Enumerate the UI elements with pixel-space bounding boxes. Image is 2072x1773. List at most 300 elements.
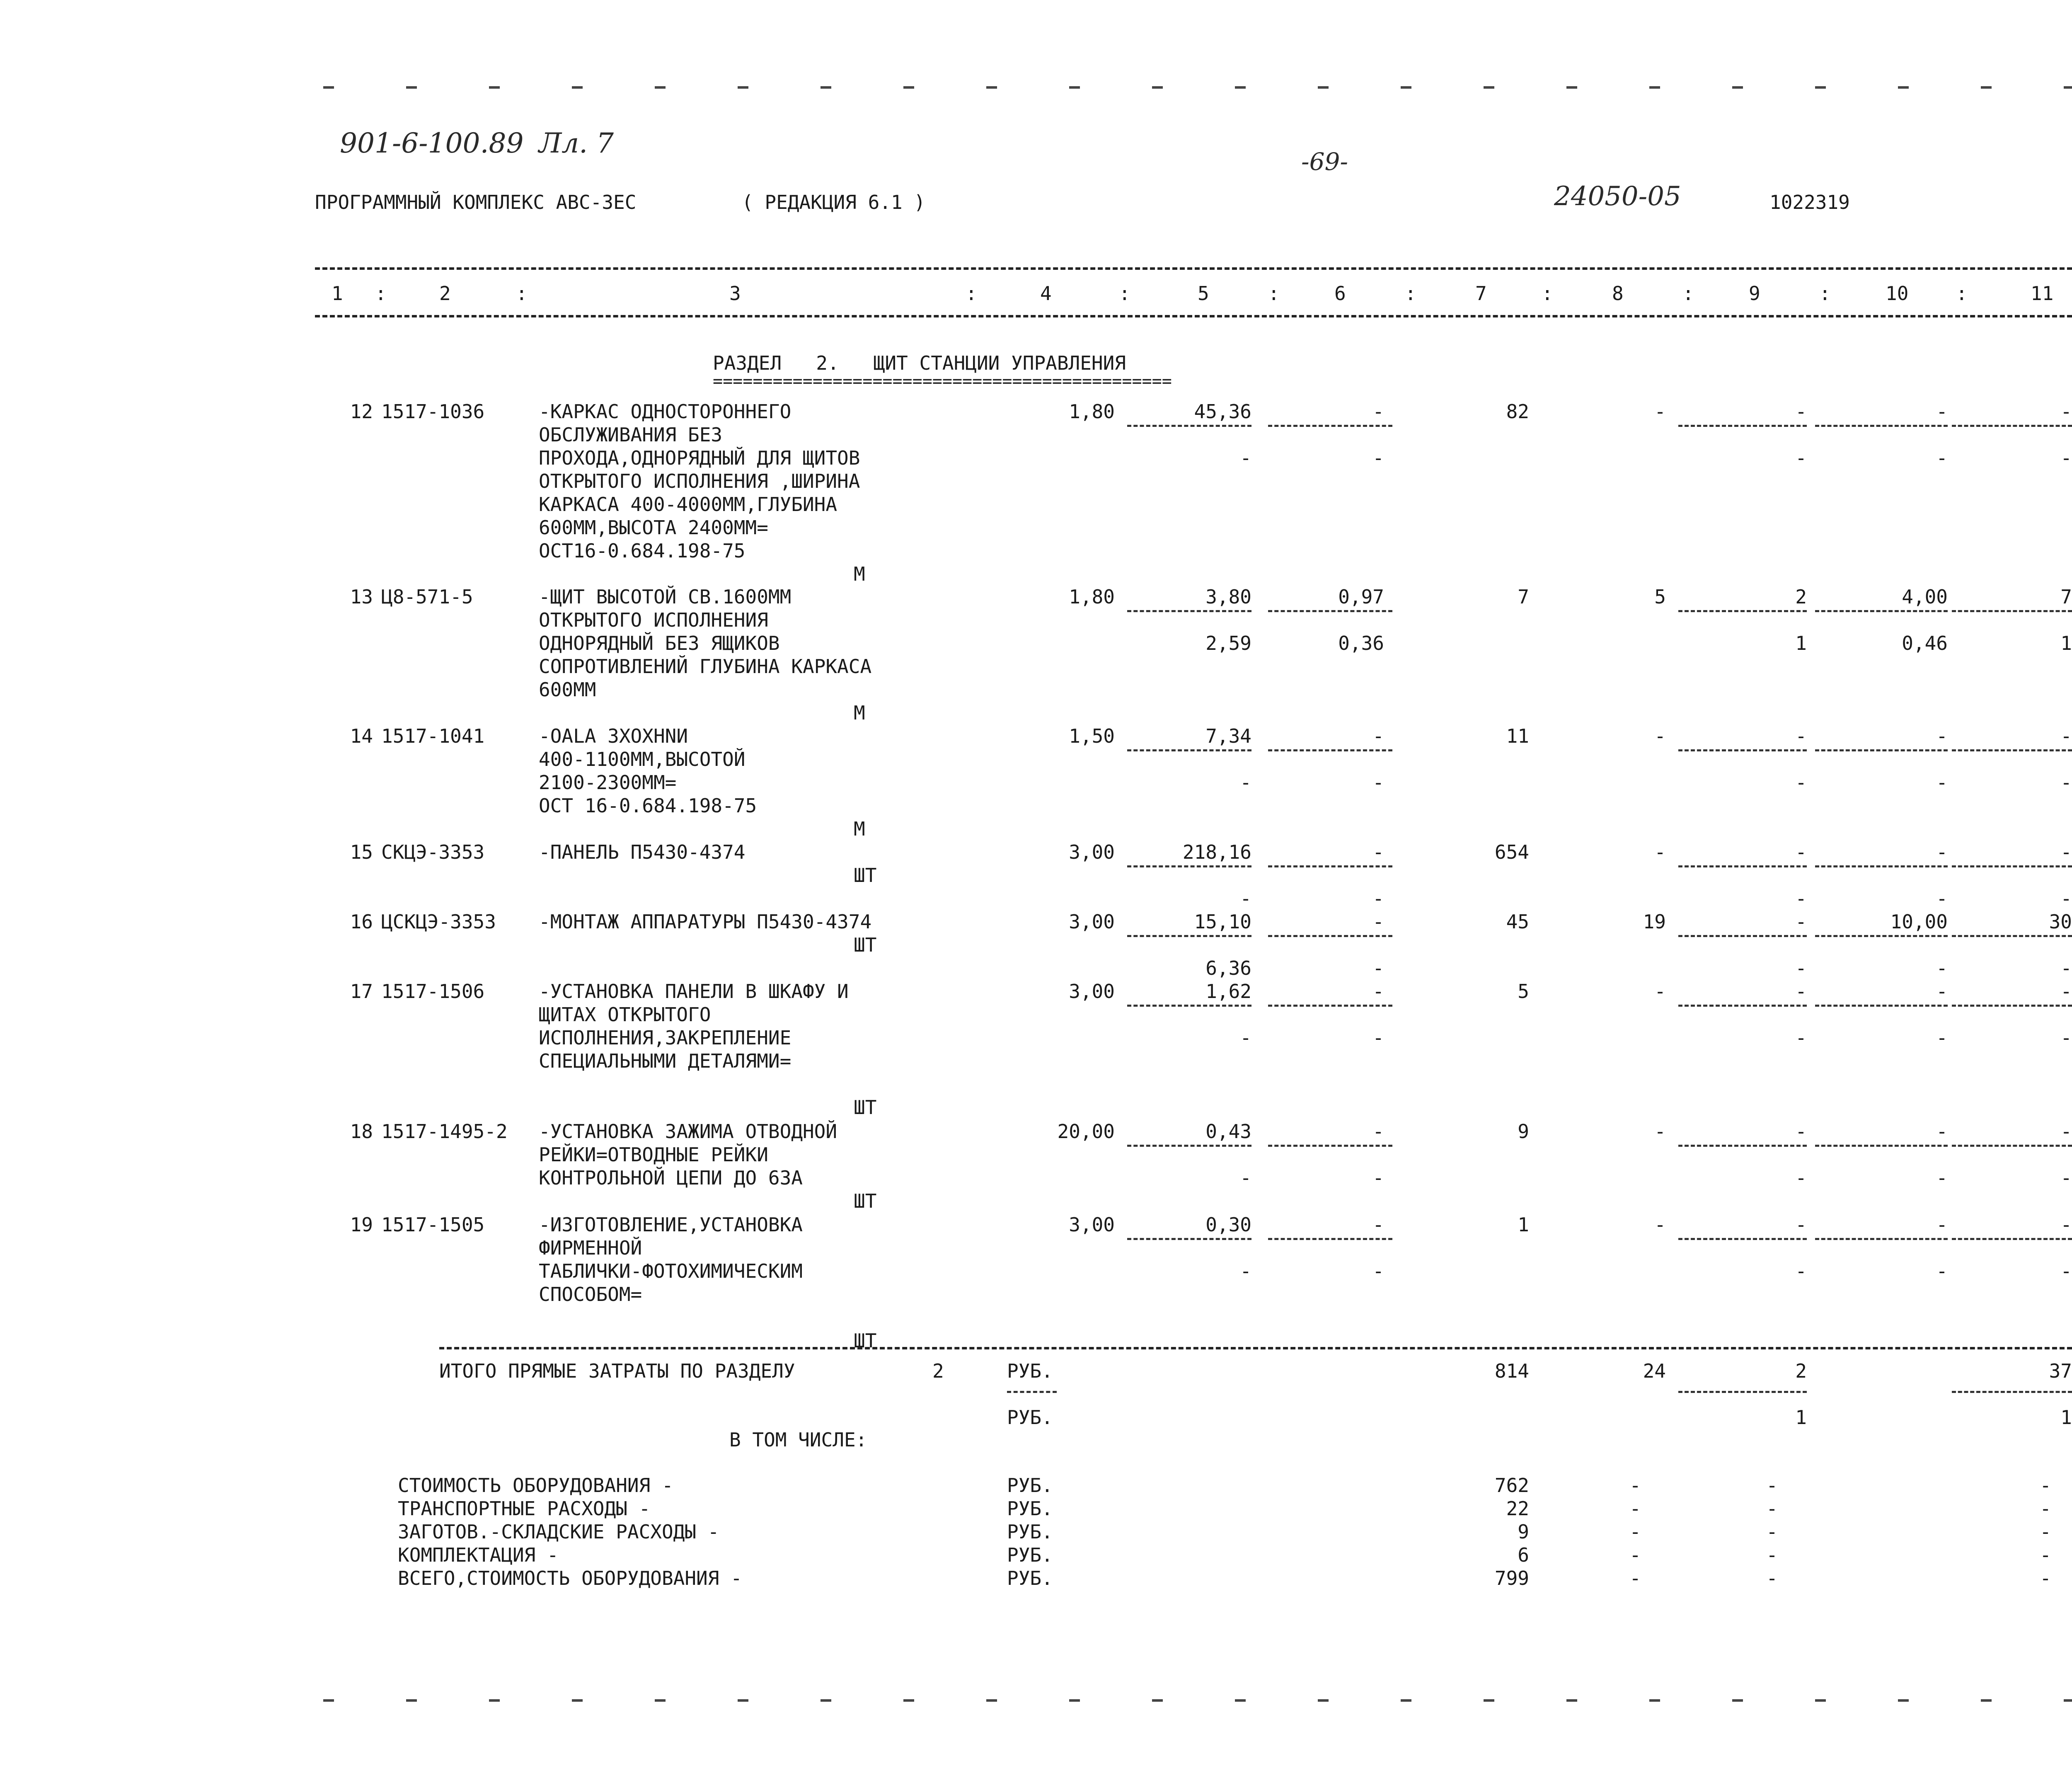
breakdown-col8: - [1629,1567,1641,1589]
column-separator: : [966,282,977,305]
row-col-9: 2 [1795,586,1807,608]
row-col-6-secondary: - [1372,447,1384,469]
row-subtotal-rule [1678,865,1807,867]
row-col-7: 45 [1506,911,1529,933]
row-subtotal-rule [1678,425,1807,427]
row-subtotal-rule [1952,1145,2072,1147]
breakdown-col7: 762 [1494,1474,1529,1497]
row-col-9-secondary: - [1795,957,1807,979]
breakdown-currency: РУБ. [1007,1474,1053,1497]
row-unit: ШТ [854,864,877,886]
row-description-line: ОСТ 16-0.684.198-75 [539,794,757,817]
row-col-8: - [1654,400,1666,423]
edge-tick [738,1699,748,1702]
edge-tick [572,1699,583,1702]
row-subtotal-rule [1127,610,1251,612]
row-quantity: 1,50 [1069,725,1115,747]
row-col-11: - [2060,1213,2072,1236]
breakdown-label: ТРАНСПОРТНЫЕ РАСХОДЫ - [398,1497,651,1520]
column-separator: : [1956,282,1968,305]
edge-tick [1815,86,1826,89]
totals-col9: 2 [1795,1360,1807,1382]
row-code: 1517-1505 [381,1213,485,1236]
edge-tick [1981,86,1992,89]
row-col-9-secondary: - [1795,447,1807,469]
row-description-line: ЩИТАХ ОТКРЫТОГО [539,1003,711,1026]
edge-tick [655,86,666,89]
row-col-11: - [2060,400,2072,423]
row-col-5: 15,10 [1194,911,1251,933]
row-col-5-secondary: 6,36 [1205,957,1251,979]
edge-tick [2064,86,2072,89]
edge-tick [821,86,831,89]
row-number: 12 [350,400,373,423]
totals-rule [439,1347,2072,1349]
row-col-11-secondary: - [2060,887,2072,910]
edge-tick [738,86,748,89]
row-col-11: - [2060,725,2072,747]
row-col-6: - [1372,400,1384,423]
column-header-10: 10 [1886,282,1909,305]
sheet-label: Лл. 7 [539,127,614,159]
row-col-10-secondary: - [1936,1027,1948,1049]
edge-tick [1318,86,1329,89]
row-subtotal-rule [1952,1238,2072,1240]
row-description-line: 400-1100ММ,ВЫСОТОЙ [539,748,746,770]
row-subtotal-rule [1678,1005,1807,1007]
breakdown-col9: - [1766,1474,1778,1497]
breakdown-col11: - [2040,1544,2051,1566]
row-col-6-secondary: - [1372,1027,1384,1049]
row-subtotal-rule [1678,749,1807,751]
breakdown-label: ВСЕГО,СТОИМОСТЬ ОБОРУДОВАНИЯ - [398,1567,742,1589]
row-subtotal-rule [1127,425,1251,427]
edge-tick [572,86,583,89]
row-number: 15 [350,841,373,863]
row-description-line: -ОАLА ЗХОХНNИ [539,725,688,747]
row-unit: М [854,818,865,840]
edge-tick [1566,86,1577,89]
edge-tick [406,86,417,89]
totals-col9-secondary: 1 [1795,1406,1807,1429]
column-separator: : [1268,282,1280,305]
edge-tick [1401,1699,1411,1702]
row-col-9: - [1795,400,1807,423]
row-subtotal-rule [1678,1145,1807,1147]
edge-tick [2064,1699,2072,1702]
breakdown-col7: 22 [1506,1497,1529,1520]
row-col-11-secondary: - [2060,1027,2072,1049]
row-col-6-secondary: - [1372,887,1384,910]
row-description-line: -ПАНЕЛЬ П5430-4374 [539,841,746,863]
row-col-5: 7,34 [1205,725,1251,747]
row-quantity: 1,80 [1069,586,1115,608]
row-col-9: - [1795,911,1807,933]
row-quantity: 3,00 [1069,980,1115,1003]
totals-currency-rule [1007,1391,1057,1393]
row-col-7: 82 [1506,400,1529,423]
row-col-10: 4,00 [1902,586,1948,608]
row-col-6-secondary: - [1372,771,1384,794]
column-separator: : [1819,282,1831,305]
row-col-10: - [1936,725,1948,747]
row-col-10-secondary: - [1936,1167,1948,1189]
program-title: ПРОГРАММНЫЙ КОМПЛЕКС АВС-3ЕС [315,191,637,213]
row-code: СКЦЭ-3353 [381,841,485,863]
row-col-9: - [1795,1120,1807,1143]
breakdown-col7: 6 [1518,1544,1529,1566]
row-subtotal-rule [1268,935,1392,937]
row-quantity: 3,00 [1069,841,1115,863]
row-col-6: 0,97 [1338,586,1384,608]
row-col-6: - [1372,841,1384,863]
row-subtotal-rule [1268,425,1392,427]
row-col-6-secondary: 0,36 [1338,632,1384,654]
row-number: 17 [350,980,373,1003]
row-col-11-secondary: - [2060,1167,2072,1189]
row-quantity: 20,00 [1057,1120,1115,1143]
row-code: 1517-1506 [381,980,485,1003]
row-subtotal-rule [1268,749,1392,751]
edge-tick [1815,1699,1826,1702]
edge-tick [1732,86,1743,89]
row-description-line: -ИЗГОТОВЛЕНИЕ,УСТАНОВКА [539,1213,803,1236]
row-subtotal-rule [1815,935,1948,937]
column-header-9: 9 [1749,282,1760,305]
row-col-8: - [1654,1213,1666,1236]
row-code: 1517-1041 [381,725,485,747]
edition-label: ( РЕДАКЦИЯ 6.1 ) [742,191,926,213]
totals-currency: РУБ. [1007,1360,1053,1382]
edge-tick [1484,86,1494,89]
row-col-5-secondary: - [1240,447,1251,469]
row-col-9-secondary: - [1795,771,1807,794]
column-separator: : [1119,282,1130,305]
row-col-9-secondary: - [1795,887,1807,910]
row-col-10: - [1936,980,1948,1003]
row-col-5-secondary: - [1240,771,1251,794]
row-unit: ШТ [854,1096,877,1119]
document-number: 1022319 [1769,191,1850,213]
row-unit: ШТ [854,1330,877,1352]
row-description-line: КАРКАСА 400-4000ММ,ГЛУБИНА [539,493,838,516]
header-rule-top [315,267,2072,270]
edge-tick [489,86,500,89]
row-description-line: СПЕЦИАЛЬНЫМИ ДЕТАЛЯМИ= [539,1050,792,1072]
breakdown-col9: - [1766,1521,1778,1543]
row-col-8: - [1654,841,1666,863]
row-description-line: СПОСОБОМ= [539,1283,642,1306]
column-header-6: 6 [1334,282,1346,305]
edge-tick [986,86,997,89]
row-col-10: - [1936,841,1948,863]
column-header-7: 7 [1475,282,1487,305]
row-unit: ШТ [854,1190,877,1212]
row-subtotal-rule [1127,749,1251,751]
row-description-line: КОНТРОЛЬНОЙ ЦЕПИ ДО 63А [539,1167,803,1189]
including-label: В ТОМ ЧИСЛЕ: [729,1429,867,1451]
row-col-6: - [1372,1120,1384,1143]
row-col-5: 0,30 [1205,1213,1251,1236]
breakdown-col8: - [1629,1497,1641,1520]
row-subtotal-rule [1952,425,2072,427]
column-header-4: 4 [1040,282,1052,305]
breakdown-col11: - [2040,1567,2051,1589]
row-subtotal-rule [1127,1238,1251,1240]
edge-tick [1069,86,1080,89]
row-subtotal-rule [1815,425,1948,427]
row-description-line: ОСТ16-0.684.198-75 [539,540,746,562]
edge-tick [1152,86,1163,89]
breakdown-currency: РУБ. [1007,1497,1053,1520]
totals-col9-rule [1678,1391,1807,1393]
breakdown-col11: - [2040,1474,2051,1497]
row-code: ЦСКЦЭ-3353 [381,911,496,933]
edge-tick [1649,86,1660,89]
row-description-line: ПРОХОДА,ОДНОРЯДНЫЙ ДЛЯ ЩИТОВ [539,447,860,469]
row-col-10-secondary: - [1936,1260,1948,1282]
row-col-6: - [1372,1213,1384,1236]
edge-tick [1649,1699,1660,1702]
row-subtotal-rule [1268,865,1392,867]
row-col-11: - [2060,980,2072,1003]
totals-currency-secondary: РУБ. [1007,1406,1053,1429]
breakdown-col9: - [1766,1567,1778,1589]
edge-tick [1981,1699,1992,1702]
row-description-line: ОБСЛУЖИВАНИЯ БЕЗ [539,424,723,446]
row-subtotal-rule [1815,749,1948,751]
row-col-11: 7 [2060,586,2072,608]
row-number: 14 [350,725,373,747]
row-col-11: - [2060,1120,2072,1143]
row-col-10: 10,00 [1890,911,1948,933]
column-header-1: 1 [332,282,343,305]
edge-tick [1069,1699,1080,1702]
column-separator: : [1405,282,1416,305]
row-col-7: 9 [1518,1120,1529,1143]
row-subtotal-rule [1268,610,1392,612]
row-col-9: - [1795,980,1807,1003]
row-col-9: - [1795,841,1807,863]
row-code: 1517-1495-2 [381,1120,508,1143]
breakdown-col9: - [1766,1497,1778,1520]
column-header-2: 2 [439,282,451,305]
breakdown-label: ЗАГОТОВ.-СКЛАДСКИЕ РАСХОДЫ - [398,1521,719,1543]
totals-col11: 37 [2049,1360,2072,1382]
page-number: -69- [1301,148,1348,176]
row-description-line: ФИРМЕННОЙ [539,1237,642,1259]
section-underline: ============================================== [713,372,1172,391]
totals-col11-secondary: 1 [2060,1406,2072,1429]
breakdown-col8: - [1629,1521,1641,1543]
row-col-10-secondary: - [1936,957,1948,979]
row-unit: ШТ [854,934,877,956]
totals-col7: 814 [1494,1360,1529,1382]
breakdown-currency: РУБ. [1007,1544,1053,1566]
column-header-8: 8 [1612,282,1624,305]
breakdown-col7: 9 [1518,1521,1529,1543]
row-col-11-secondary: - [2060,771,2072,794]
row-description-line: -УСТАНОВКА ЗАЖИМА ОТВОДНОЙ [539,1120,838,1143]
row-subtotal-rule [1815,865,1948,867]
row-subtotal-rule [1952,610,2072,612]
row-col-7: 5 [1518,980,1529,1003]
column-header-5: 5 [1198,282,1209,305]
breakdown-col8: - [1629,1474,1641,1497]
row-col-11-secondary: 1 [2060,632,2072,654]
row-col-5-secondary: - [1240,1027,1251,1049]
breakdown-currency: РУБ. [1007,1521,1053,1543]
breakdown-label: КОМПЛЕКТАЦИЯ - [398,1544,559,1566]
row-code: Ц8-571-5 [381,586,473,608]
totals-label: ИТОГО ПРЯМЫЕ ЗАТРАТЫ ПО РАЗДЕЛУ [439,1360,795,1382]
row-description-line: ОТКРЫТОГО ИСПОЛНЕНИЯ [539,609,768,631]
breakdown-col11: - [2040,1497,2051,1520]
row-col-10: - [1936,1213,1948,1236]
breakdown-currency: РУБ. [1007,1567,1053,1589]
estimate-code: 24050-05 [1554,181,1681,212]
edge-tick [1732,1699,1743,1702]
row-col-8: - [1654,725,1666,747]
row-subtotal-rule [1268,1005,1392,1007]
row-subtotal-rule [1268,1238,1392,1240]
breakdown-label: СТОИМОСТЬ ОБОРУДОВАНИЯ - [398,1474,673,1497]
breakdown-col9: - [1766,1544,1778,1566]
row-col-6-secondary: - [1372,1167,1384,1189]
breakdown-col11: - [2040,1521,2051,1543]
row-subtotal-rule [1952,865,2072,867]
row-col-5-secondary: - [1240,1260,1251,1282]
row-col-11-secondary: - [2060,1260,2072,1282]
row-col-8: - [1654,1120,1666,1143]
totals-section-number: 2 [932,1360,944,1382]
row-col-10-secondary: - [1936,887,1948,910]
row-col-9: - [1795,1213,1807,1236]
breakdown-col8: - [1629,1544,1641,1566]
row-description-line: ОТКРЫТОГО ИСПОЛНЕНИЯ ,ШИРИНА [539,470,860,492]
row-description-line: -ЩИТ ВЫСОТОЙ СВ.1600ММ [539,586,792,608]
edge-tick [323,86,334,89]
row-col-5: 1,62 [1205,980,1251,1003]
row-col-11-secondary: - [2060,447,2072,469]
row-description-line: 600ММ [539,678,596,701]
row-subtotal-rule [1678,610,1807,612]
row-col-7: 1 [1518,1213,1529,1236]
edge-tick [323,1699,334,1702]
row-subtotal-rule [1678,935,1807,937]
edge-tick [406,1699,417,1702]
row-col-5: 0,43 [1205,1120,1251,1143]
edge-tick [1235,1699,1246,1702]
row-col-8: - [1654,980,1666,1003]
edge-tick [655,1699,666,1702]
row-subtotal-rule [1127,1005,1251,1007]
row-description-line: 600ММ,ВЫСОТА 2400ММ= [539,516,768,539]
totals-col11-rule [1952,1391,2072,1393]
edge-tick [903,1699,914,1702]
row-col-11: 30 [2049,911,2072,933]
row-quantity: 3,00 [1069,911,1115,933]
row-col-5-secondary: - [1240,1167,1251,1189]
row-col-7: 7 [1518,586,1529,608]
row-col-10: - [1936,1120,1948,1143]
row-description-line: ТАБЛИЧКИ-ФОТОХИМИЧЕСКИМ [539,1260,803,1282]
row-number: 18 [350,1120,373,1143]
totals-col8: 24 [1643,1360,1666,1382]
row-col-7: 654 [1494,841,1529,863]
row-description-line: 2100-2300ММ= [539,771,677,794]
row-number: 19 [350,1213,373,1236]
column-header-3: 3 [729,282,741,305]
row-col-6: - [1372,911,1384,933]
row-col-5: 3,80 [1205,586,1251,608]
edge-tick [1152,1699,1163,1702]
row-subtotal-rule [1952,935,2072,937]
row-subtotal-rule [1268,1145,1392,1147]
row-col-5: 45,36 [1194,400,1251,423]
row-col-9-secondary: 1 [1795,632,1807,654]
row-col-6: - [1372,725,1384,747]
row-col-6: - [1372,980,1384,1003]
edge-tick [903,86,914,89]
row-subtotal-rule [1952,1005,2072,1007]
column-separator: : [516,282,528,305]
row-quantity: 1,80 [1069,400,1115,423]
row-col-6-secondary: - [1372,1260,1384,1282]
edge-tick [1898,1699,1909,1702]
row-subtotal-rule [1127,935,1251,937]
column-separator: : [1682,282,1694,305]
row-col-9: - [1795,725,1807,747]
header-rule-bottom [315,315,2072,317]
breakdown-col7: 799 [1494,1567,1529,1589]
edge-tick [489,1699,500,1702]
row-col-9-secondary: - [1795,1260,1807,1282]
row-col-10-secondary: - [1936,447,1948,469]
row-col-10: - [1936,400,1948,423]
row-description-line: РЕЙКИ=ОТВОДНЫЕ РЕЙКИ [539,1143,768,1166]
row-col-5: 218,16 [1182,841,1251,863]
row-col-8: 19 [1643,911,1666,933]
row-number: 16 [350,911,373,933]
edge-tick [1401,86,1411,89]
row-subtotal-rule [1815,1005,1948,1007]
row-col-9-secondary: - [1795,1027,1807,1049]
row-subtotal-rule [1815,1238,1948,1240]
row-description-line: -КАРКАС ОДНОСТОРОННЕГО [539,400,792,423]
edge-tick [1318,1699,1329,1702]
edge-tick [1898,86,1909,89]
edge-tick [1566,1699,1577,1702]
row-col-10-secondary: 0,46 [1902,632,1948,654]
row-code: 1517-1036 [381,400,485,423]
row-subtotal-rule [1952,749,2072,751]
edge-tick [1484,1699,1494,1702]
row-col-5-secondary: - [1240,887,1251,910]
row-quantity: 3,00 [1069,1213,1115,1236]
row-subtotal-rule [1127,1145,1251,1147]
row-col-8: 5 [1654,586,1666,608]
row-col-11-secondary: - [2060,957,2072,979]
row-description-line: СОПРОТИВЛЕНИЙ ГЛУБИНА КАРКАСА [539,655,872,678]
row-col-9-secondary: - [1795,1167,1807,1189]
project-code: 901-6-100.89 [340,127,524,159]
edge-tick [821,1699,831,1702]
row-unit: М [854,702,865,724]
row-description-line: ИСПОЛНЕНИЯ,ЗАКРЕПЛЕНИЕ [539,1027,792,1049]
row-col-6-secondary: - [1372,957,1384,979]
row-col-10-secondary: - [1936,771,1948,794]
